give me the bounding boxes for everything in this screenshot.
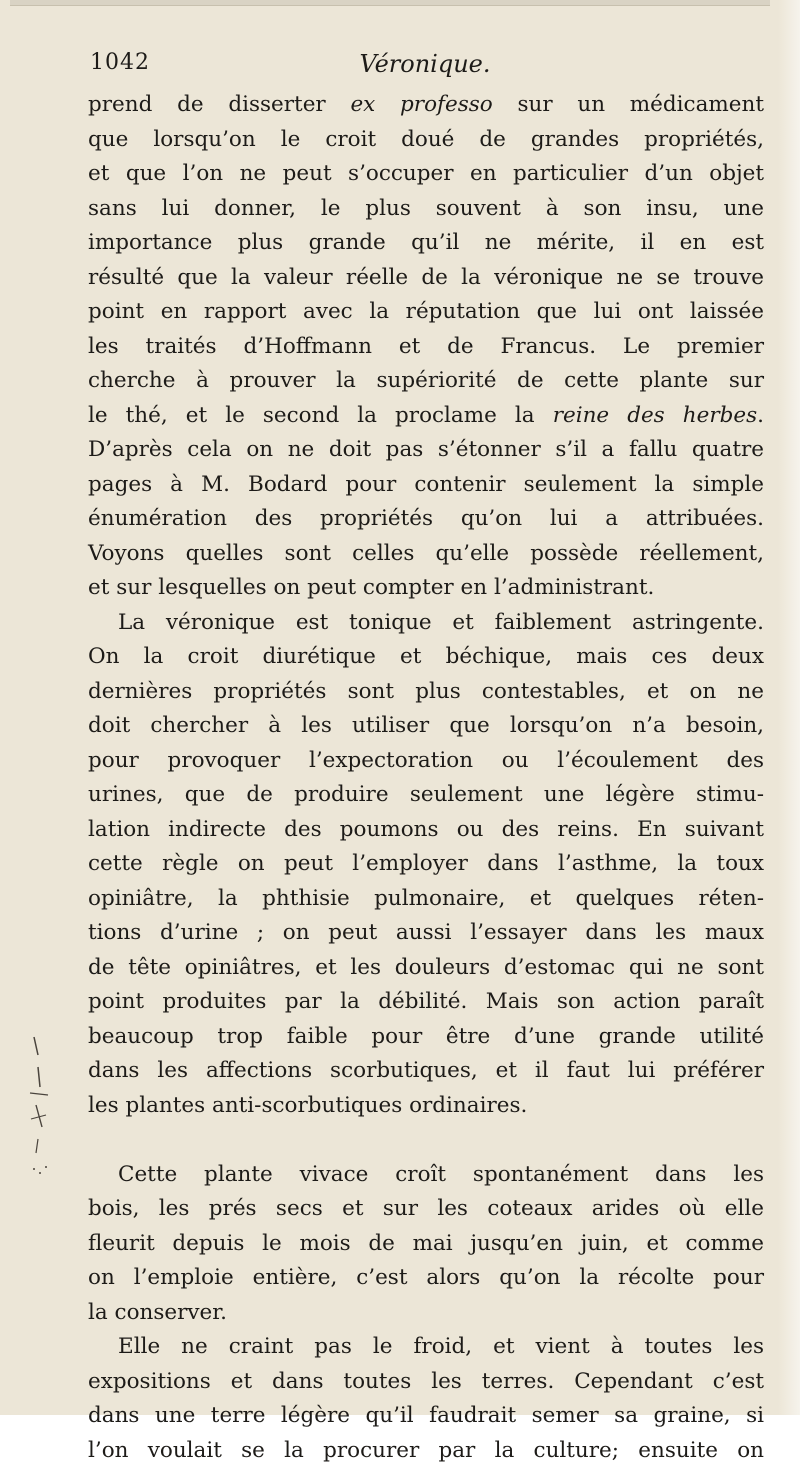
text-line: Cette plante vivace croît spontanément dans les — [88, 1158, 764, 1193]
text-line: On la croit diurétique et béchique, mais ces deux — [88, 640, 764, 675]
text-line: point en rapport avec la réputation que lui ont laissée — [88, 295, 764, 330]
page-header — [90, 50, 760, 90]
text-line: et sur lesquelles on peut compter en l’administrant. — [88, 571, 764, 606]
text-line: on l’emploie entière, c’est alors qu’on la récolte pour — [88, 1261, 764, 1296]
text-line: dans les affections scorbutiques, et il faut lui préférer — [88, 1054, 764, 1089]
text-line: point produites par la débilité. Mais son action paraît — [88, 985, 764, 1020]
italic-phrase: reine des herbes — [553, 403, 757, 428]
text-line: dans une terre légère qu’il faudrait semer sa graine, si — [88, 1399, 764, 1434]
body-text — [88, 88, 764, 1468]
text-line: la conserver. — [88, 1296, 764, 1331]
text-line — [88, 88, 764, 123]
text-line: l’on voulait se la procurer par la culture; ensuite on — [88, 1434, 764, 1468]
text-line: expositions et dans toutes les terres. Cependant c’est — [88, 1365, 764, 1400]
text-line: les plantes anti-scorbutiques ordinaires. — [88, 1089, 764, 1124]
text-line: tions d’urine ; on peut aussi l’essayer dans les maux — [88, 916, 764, 951]
text-line: que lorsqu’on le croit doué de grandes propriétés, — [88, 123, 764, 158]
text-line: résulté que la valeur réelle de la véronique ne se trouve — [88, 261, 764, 296]
page-number: 1042 — [90, 50, 150, 75]
text-line: doit chercher à les utiliser que lorsqu’on n’a besoin, — [88, 709, 764, 744]
text-line: beaucoup trop faible pour être d’une grande utilité — [88, 1020, 764, 1055]
text-line: Elle ne craint pas le froid, et vient à toutes les — [88, 1330, 764, 1365]
text-line: cette règle on peut l’employer dans l’asthme, la toux — [88, 847, 764, 882]
text-line: Voyons quelles sont celles qu’elle possède réellement, — [88, 537, 764, 572]
margin-pencil-marks — [26, 1035, 56, 1225]
text-line: La véronique est tonique et faiblement astringente. — [88, 606, 764, 641]
page-top-edge — [10, 0, 770, 6]
text-line: sans lui donner, le plus souvent à son insu, une — [88, 192, 764, 227]
text-line: D’après cela on ne doit pas s’étonner s’il a fallu quatre — [88, 433, 764, 468]
text-fragment: sur un médicament — [493, 92, 764, 117]
text-line: et que l’on ne peut s’occuper en particulier d’un objet — [88, 157, 764, 192]
text-line: bois, les prés secs et sur les coteaux arides où elle — [88, 1192, 764, 1227]
text-line: les traités d’Hoffmann et de Francus. Le premier — [88, 330, 764, 365]
running-title: Véronique. — [90, 50, 760, 78]
text-fragment: . — [757, 403, 764, 428]
text-line: importance plus grande qu’il ne mérite, il en est — [88, 226, 764, 261]
text-line: énumération des propriétés qu’on lui a attribuées. — [88, 502, 764, 537]
page-right-edge — [778, 0, 800, 1415]
text-line — [88, 399, 764, 434]
text-line: urines, que de produire seulement une légère stimu- — [88, 778, 764, 813]
italic-phrase: ex professo — [350, 92, 492, 117]
text-line: opiniâtre, la phthisie pulmonaire, et quelques réten- — [88, 882, 764, 917]
text-line: lation indirecte des poumons ou des reins. En suivant — [88, 813, 764, 848]
text-line: pour provoquer l’expectoration ou l’écoulement des — [88, 744, 764, 779]
margin-marks-icon — [26, 1035, 56, 1225]
text-line: pages à M. Bodard pour contenir seulement la simple — [88, 468, 764, 503]
text-fragment: le thé, et le second la proclame la — [88, 403, 553, 428]
text-line: de tête opiniâtres, et les douleurs d’estomac qui ne sont — [88, 951, 764, 986]
text-line: fleurit depuis le mois de mai jusqu’en juin, et comme — [88, 1227, 764, 1262]
text-line: cherche à prouver la supériorité de cette plante sur — [88, 364, 764, 399]
text-line: dernières propriétés sont plus contestables, et on ne — [88, 675, 764, 710]
text-fragment: prend de disserter — [88, 92, 350, 117]
